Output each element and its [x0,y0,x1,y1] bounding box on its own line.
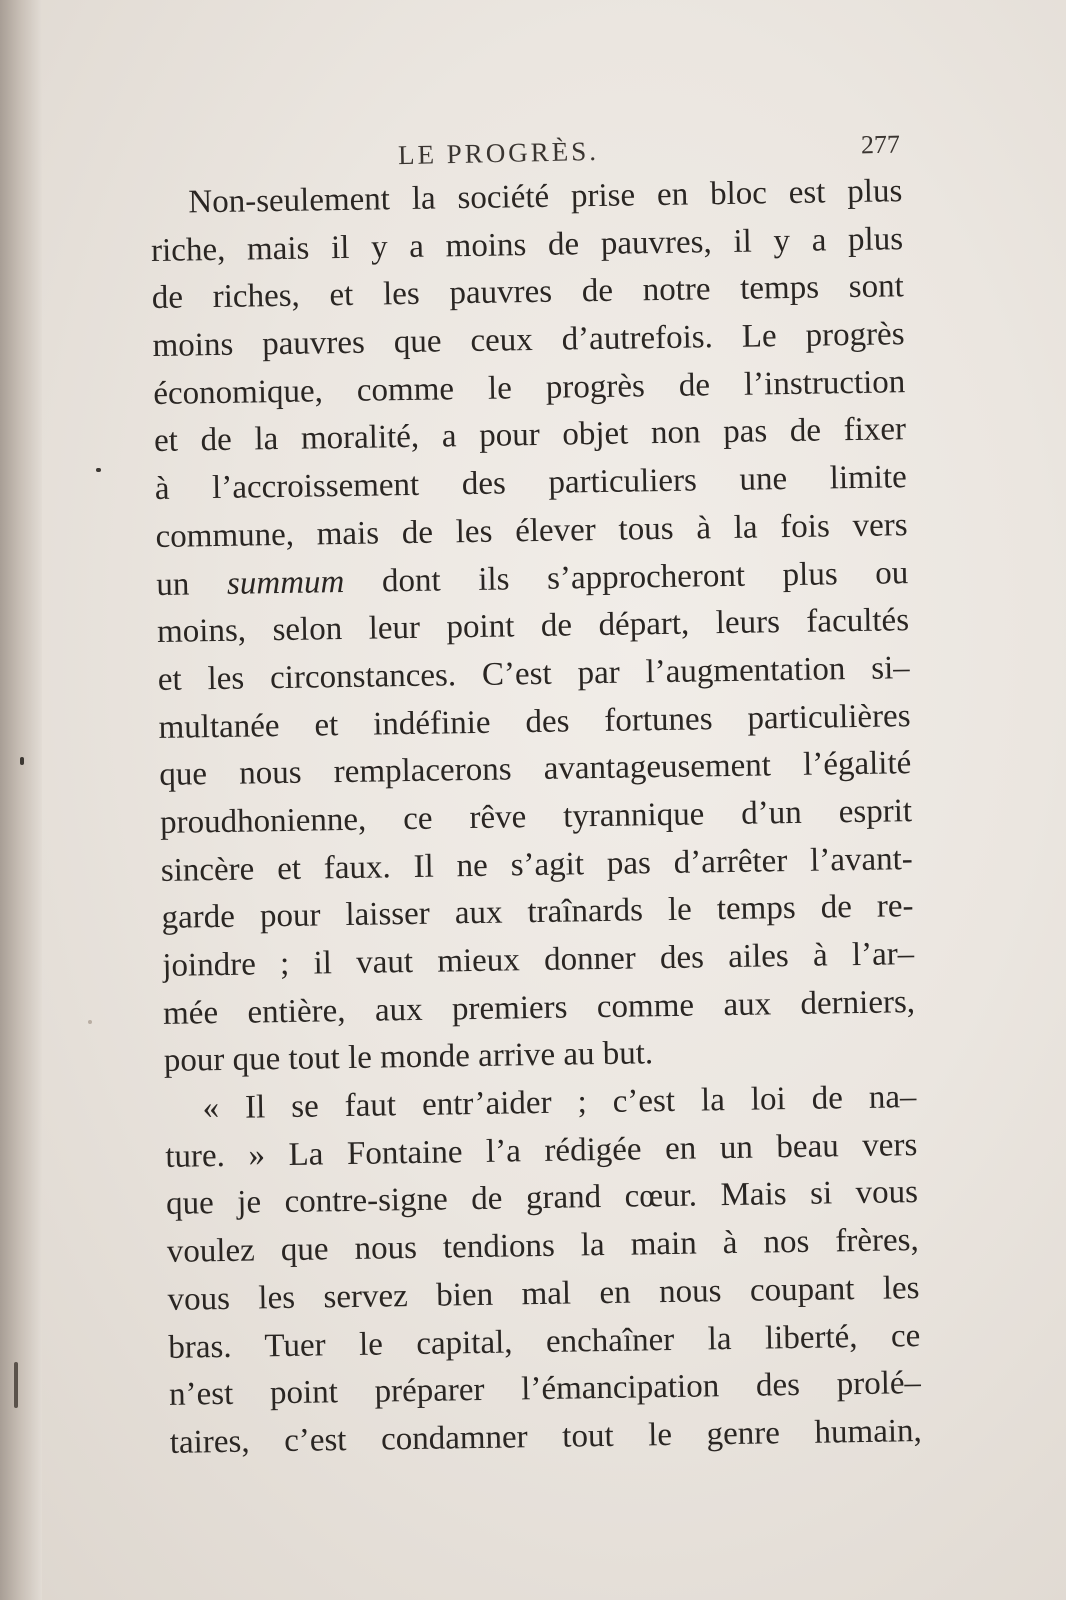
text-segment: un [156,565,228,603]
ink-speck [14,1362,18,1408]
ink-speck [88,1020,92,1024]
text-line: voulez que nous tendions la main à nos frères, [166,1222,920,1270]
text-line: à l’accroissement des particuliers une limite [154,459,908,508]
running-head: LE PROGRÈS. [397,135,600,171]
text-line: n’est point préparer l’émancipation des prolé– [168,1365,922,1414]
text-line: et les circonstances. C’est par l’augmentation si– [157,650,911,698]
text-line: que nous remplacerons avantageusement l’égalité [159,745,912,794]
text-line: commune, mais de les élever tous à la fois vers [155,506,908,555]
text-line: proudhonienne, ce rêve tyrannique d’un esprit [159,793,913,841]
body-text [150,168,922,1467]
page-gutter-shadow [0,0,42,1600]
text-line: vous les servez bien mal en nous coupant les [167,1269,920,1318]
ink-speck [20,757,24,765]
text-line: « Il se faut entr’aider ; c’est la loi de na– [202,1079,917,1127]
italic-term: summum [226,563,345,602]
text-line: sincère et faux. Il ne s’agit pas d’arrêter l’avant- [160,840,914,889]
page-number: 277 [860,129,901,160]
text-line: joindre ; il vaut mieux donner des ailes à l’ar– [162,936,915,984]
text-line: de riches, et les pauvres de notre temps sont [151,268,905,317]
text-line: riche, mais il y a moins de pauvres, il y a plus [150,220,904,269]
text-line: pour que tout le monde arrive au but. [163,1035,654,1080]
text-line: garde pour laisser aux traînards le temps de re- [161,888,914,937]
text-line: Non-seulement la société prise en bloc est plus [188,173,903,221]
text-line: bras. Tuer le capital, enchaîner la liberté, ce [168,1317,921,1366]
text-segment: dont ils s’approcheront plus ou [344,554,909,600]
text-line: moins pauvres que ceux d’autrefois. Le progrès [152,316,905,365]
ink-speck [96,468,101,472]
text-line: moins, selon leur point de départ, leurs facultés [156,602,910,651]
text-line: mée entière, aux premiers comme aux derniers, [162,983,916,1032]
text-line: ture. » La Fontaine l’a rédigée en un beau vers [165,1126,918,1175]
page-header [150,129,901,172]
text-line: taires, c’est condamner tout le genre humain, [169,1412,923,1461]
text-line: et de la moralité, a pour objet non pas de fixer [153,411,907,460]
text-line: multanée et indéfinie des fortunes particulières [158,697,911,746]
text-line: que je contre-signe de grand cœur. Mais si vous [165,1174,919,1223]
text-line: économique, comme le progrès de l’instruction [153,363,906,412]
